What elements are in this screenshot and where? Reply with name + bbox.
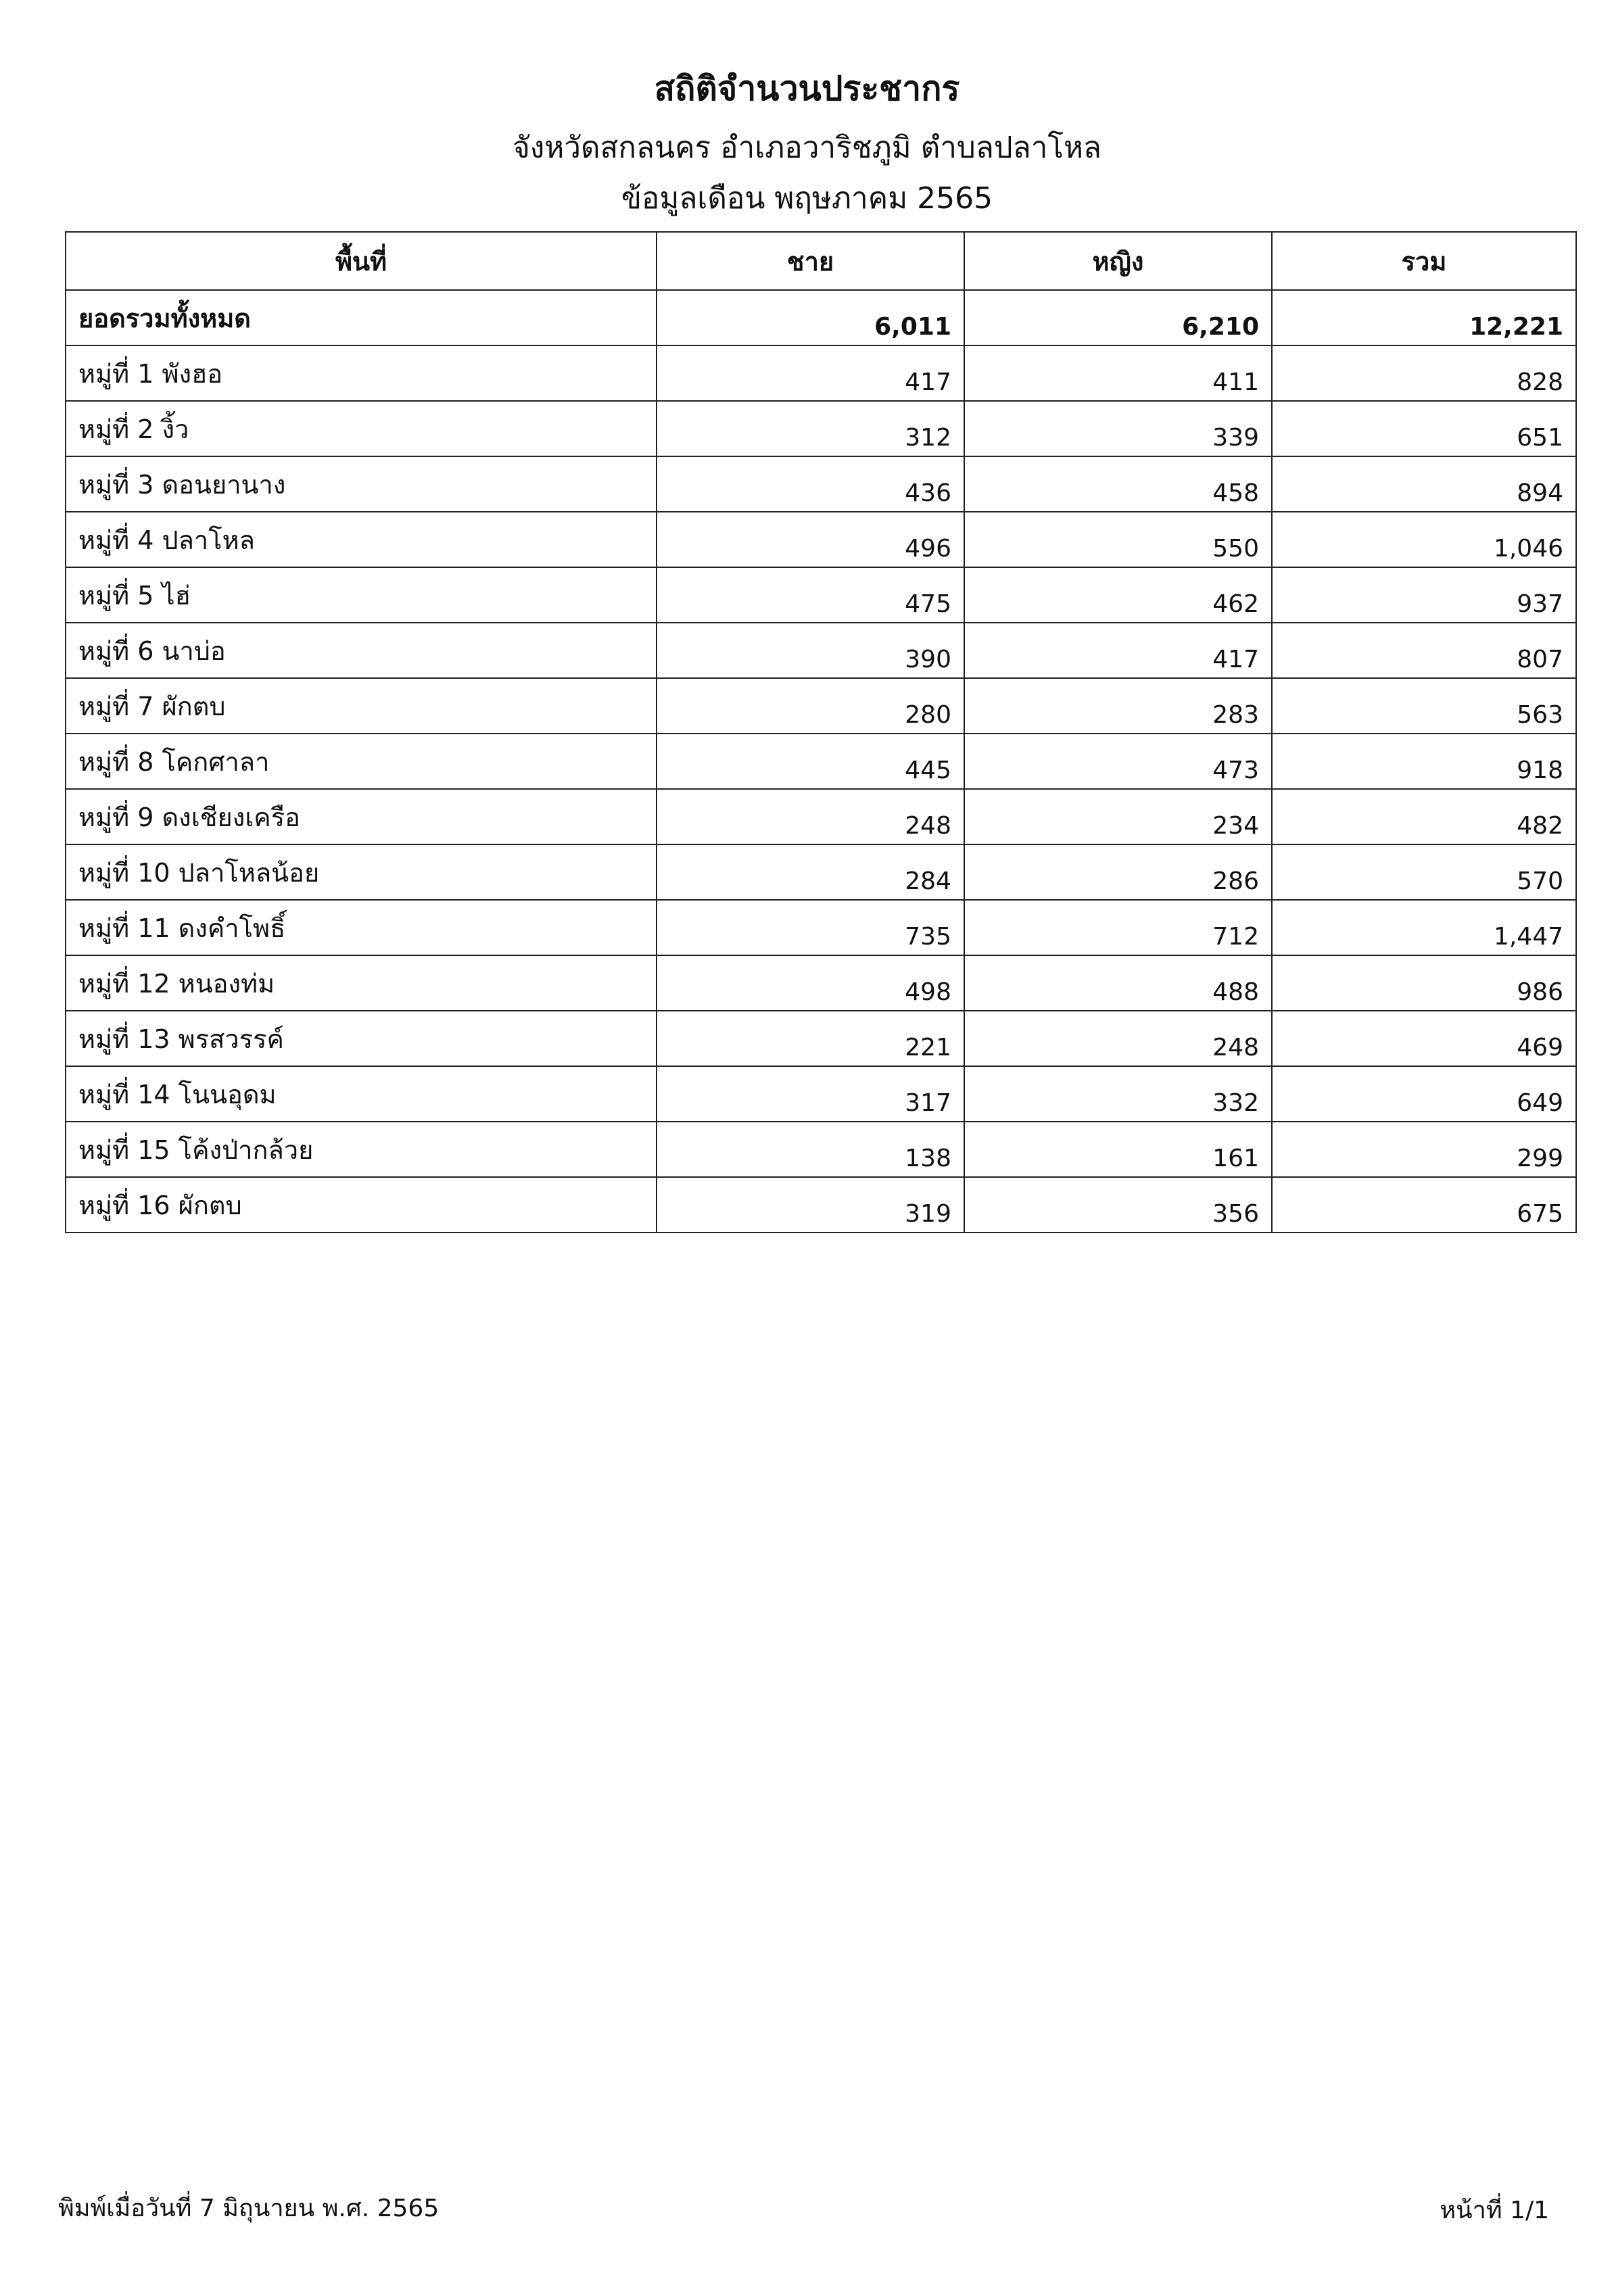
table-row — [66, 456, 1576, 512]
table-row — [66, 789, 1576, 844]
cell-female: 161 — [964, 1122, 1272, 1177]
page-number: หน้าที่ 1/1 — [1440, 2197, 1549, 2224]
table-row — [66, 512, 1576, 567]
table-row — [66, 844, 1576, 900]
cell-area: หมู่ที่ 13 พรสวรรค์ — [66, 1011, 657, 1066]
cell-female: 473 — [964, 734, 1272, 789]
cell-female: 6,210 — [964, 290, 1272, 345]
cell-area: หมู่ที่ 3 ดอนยานาง — [66, 456, 657, 512]
cell-sum: 1,046 — [1272, 512, 1576, 567]
table-row — [66, 623, 1576, 678]
table-row — [66, 734, 1576, 789]
column-header-area: พื้นที่ — [66, 232, 657, 290]
cell-area: หมู่ที่ 9 ดงเชียงเครือ — [66, 789, 657, 844]
cell-sum: 828 — [1272, 345, 1576, 401]
cell-male: 496 — [657, 512, 964, 567]
period-subtitle: ข้อมูลเดือน พฤษภาคม 2565 — [621, 181, 993, 216]
cell-female: 248 — [964, 1011, 1272, 1066]
cell-male: 390 — [657, 623, 964, 678]
cell-sum: 649 — [1272, 1066, 1576, 1122]
cell-area: หมู่ที่ 1 พังฮอ — [66, 345, 657, 401]
cell-sum: 299 — [1272, 1122, 1576, 1177]
cell-male: 248 — [657, 789, 964, 844]
location-subtitle: จังหวัดสกลนคร อำเภอวาริชภูมิ ตำบลปลาโหล — [512, 130, 1102, 165]
cell-sum: 651 — [1272, 401, 1576, 456]
table-header-row — [66, 232, 1576, 290]
table-row — [66, 567, 1576, 623]
column-header-female: หญิง — [964, 232, 1272, 290]
cell-sum: 1,447 — [1272, 900, 1576, 955]
cell-area: หมู่ที่ 12 หนองท่ม — [66, 955, 657, 1011]
cell-female: 462 — [964, 567, 1272, 623]
cell-female: 458 — [964, 456, 1272, 512]
cell-sum: 986 — [1272, 955, 1576, 1011]
cell-male: 221 — [657, 1011, 964, 1066]
cell-female: 283 — [964, 678, 1272, 734]
cell-sum: 12,221 — [1272, 290, 1576, 345]
table-row — [66, 955, 1576, 1011]
column-header-total: รวม — [1272, 232, 1576, 290]
table-row — [66, 401, 1576, 456]
cell-female: 712 — [964, 900, 1272, 955]
cell-area: หมู่ที่ 8 โคกศาลา — [66, 734, 657, 789]
cell-area: หมู่ที่ 11 ดงคำโพธิ์ — [66, 900, 657, 955]
cell-male: 284 — [657, 844, 964, 900]
table-row — [66, 345, 1576, 401]
cell-area: หมู่ที่ 10 ปลาโหลน้อย — [66, 844, 657, 900]
table-row — [66, 1066, 1576, 1122]
cell-female: 332 — [964, 1066, 1272, 1122]
cell-sum: 482 — [1272, 789, 1576, 844]
cell-male: 475 — [657, 567, 964, 623]
table-row-total — [66, 290, 1576, 345]
cell-area: หมู่ที่ 15 โค้งป่ากล้วย — [66, 1122, 657, 1177]
table-row — [66, 900, 1576, 955]
cell-male: 498 — [657, 955, 964, 1011]
cell-male: 319 — [657, 1177, 964, 1233]
cell-male: 6,011 — [657, 290, 964, 345]
cell-male: 417 — [657, 345, 964, 401]
cell-male: 436 — [657, 456, 964, 512]
table-row — [66, 1177, 1576, 1233]
cell-area: หมู่ที่ 7 ผักตบ — [66, 678, 657, 734]
table-row — [66, 1122, 1576, 1177]
cell-sum: 563 — [1272, 678, 1576, 734]
cell-female: 488 — [964, 955, 1272, 1011]
cell-male: 138 — [657, 1122, 964, 1177]
cell-area: หมู่ที่ 6 นาบ่อ — [66, 623, 657, 678]
cell-sum: 894 — [1272, 456, 1576, 512]
cell-female: 411 — [964, 345, 1272, 401]
column-header-male: ชาย — [657, 232, 964, 290]
cell-female: 286 — [964, 844, 1272, 900]
cell-male: 317 — [657, 1066, 964, 1122]
table-row — [66, 1011, 1576, 1066]
cell-male: 735 — [657, 900, 964, 955]
cell-sum: 675 — [1272, 1177, 1576, 1233]
print-date: พิมพ์เมื่อวันที่ 7 มิถุนายน พ.ศ. 2565 — [58, 2195, 440, 2222]
page-title: สถิติจำนวนประชากร — [654, 69, 960, 108]
cell-female: 550 — [964, 512, 1272, 567]
cell-female: 417 — [964, 623, 1272, 678]
cell-sum: 918 — [1272, 734, 1576, 789]
cell-male: 312 — [657, 401, 964, 456]
cell-area: หมู่ที่ 5 ไฮ่ — [66, 567, 657, 623]
population-table — [65, 231, 1577, 1233]
cell-female: 356 — [964, 1177, 1272, 1233]
cell-sum: 469 — [1272, 1011, 1576, 1066]
cell-male: 280 — [657, 678, 964, 734]
cell-area: หมู่ที่ 16 ผักตบ — [66, 1177, 657, 1233]
cell-area: หมู่ที่ 14 โนนอุดม — [66, 1066, 657, 1122]
table-row — [66, 678, 1576, 734]
cell-sum: 807 — [1272, 623, 1576, 678]
cell-sum: 937 — [1272, 567, 1576, 623]
cell-area: หมู่ที่ 2 งิ้ว — [66, 401, 657, 456]
cell-female: 234 — [964, 789, 1272, 844]
cell-male: 445 — [657, 734, 964, 789]
cell-area: ยอดรวมทั้งหมด — [66, 290, 657, 345]
cell-female: 339 — [964, 401, 1272, 456]
cell-area: หมู่ที่ 4 ปลาโหล — [66, 512, 657, 567]
cell-sum: 570 — [1272, 844, 1576, 900]
